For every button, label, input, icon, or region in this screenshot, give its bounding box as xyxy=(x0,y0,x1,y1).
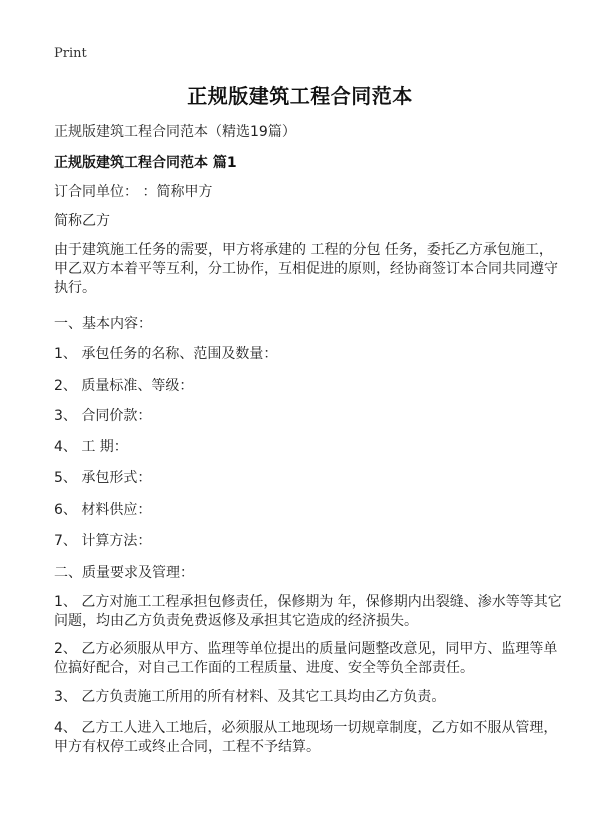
quality-item-line: 3、 乙方负责施工所用的所有材料、及其它工具均由乙方负责。 xyxy=(54,689,446,705)
quality-heading: 二、质量要求及管理： xyxy=(54,565,194,581)
quality-item-line: 4、 乙方工人进入工地后，必须服从工地现场一切规章制度，乙方如不服从管理， xyxy=(54,720,558,736)
print-link[interactable]: Print xyxy=(54,46,87,61)
document-subtitle: 正规版建筑工程合同范本（精选19篇） xyxy=(54,124,296,140)
basic-item: 4、 工 期： xyxy=(54,439,128,455)
intro-line: 执行。 xyxy=(54,280,96,296)
quality-item xyxy=(54,593,562,631)
basic-item: 3、 合同价款： xyxy=(54,408,152,424)
quality-item-line: 2、 乙方必须服从甲方、监理等单位提出的质量问题整改意见，同甲方、监理等单 xyxy=(54,641,558,657)
quality-item xyxy=(54,640,558,678)
quality-item-line: 位搞好配合，对自己工作面的工程质量、进度、安全等负全部责任。 xyxy=(54,660,474,676)
party-b-line: 简称乙方 xyxy=(54,213,110,229)
quality-item xyxy=(54,719,558,757)
basic-item: 5、 承包形式： xyxy=(54,470,152,486)
section-heading: 正规版建筑工程合同范本 篇1 xyxy=(54,155,237,171)
quality-item-line: 问题，均由乙方负责免费返修及承担其它造成的经济损失。 xyxy=(54,613,418,629)
party-a-line: 订合同单位： ：简称甲方 xyxy=(54,184,213,200)
intro-paragraph xyxy=(54,241,558,298)
basic-item: 6、 材料供应： xyxy=(54,502,152,518)
basic-item: 1、 承包任务的名称、范围及数量： xyxy=(54,346,278,362)
quality-item xyxy=(54,688,554,707)
intro-line: 甲乙双方本着平等互利，分工协作，互相促进的原则，经协商签订本合同共同遵守 xyxy=(54,261,558,277)
basic-content-heading: 一、基本内容： xyxy=(54,316,152,332)
basic-item: 7、 计算方法： xyxy=(54,533,152,549)
quality-item-line: 1、 乙方对施工工程承担包修责任，保修期为 年，保修期内出裂缝、渗水等等其它 xyxy=(54,594,562,610)
document-title: 正规版建筑工程合同范本 xyxy=(187,84,413,108)
basic-item: 2、 质量标准、等级： xyxy=(54,378,194,394)
intro-line: 由于建筑施工任务的需要，甲方将承建的 工程的分包 任务，委托乙方承包施工， xyxy=(54,242,553,258)
quality-item-line: 甲方有权停工或终止合同，工程不予结算。 xyxy=(54,739,320,755)
